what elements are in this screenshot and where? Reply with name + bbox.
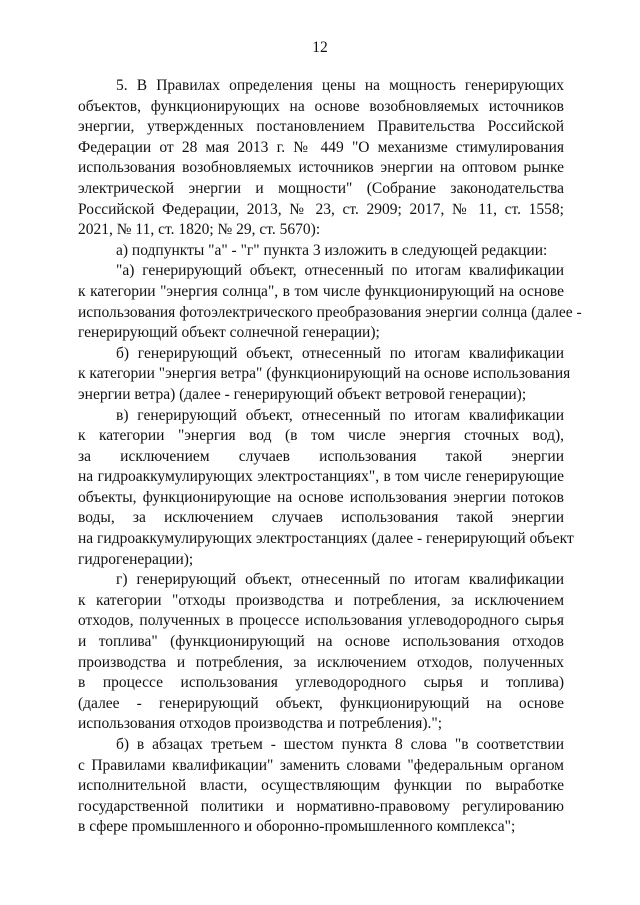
text-line: использования фотоэлектрического преобразования энергии солнца (далее - <box>78 303 582 321</box>
text-line: (далее - генерирующий объект, функционирующий на основе <box>78 694 564 712</box>
text-line: энергии, утвержденных постановлением Правительства Российской <box>78 118 564 136</box>
text-line: б) генерирующий объект, отнесенный по итогам квалификации <box>116 344 564 362</box>
text-line: 5. В Правилах определения цены на мощность генерирующих <box>116 77 564 94</box>
text-line: "а) генерирующий объект, отнесенный по итогам квалификации <box>116 262 564 280</box>
text-line: в) генерирующий объект, отнесенный по итогам квалификации <box>116 406 564 424</box>
text-line: генерирующий объект солнечной генерации); <box>78 324 380 342</box>
text-line: в сфере промышленного и оборонно-промышленного комплекса"; <box>78 818 516 836</box>
text-line: на гидроаккумулирующих электростанциях", в том числе генерирующие <box>78 468 564 486</box>
text-line: 2021, № 11, ст. 1820; № 29, ст. 5670): <box>78 221 321 239</box>
text-line: гидрогенерации); <box>78 550 194 568</box>
text-line: г) генерирующий объект, отнесенный по итогам квалификации <box>116 571 564 589</box>
text-line: энергии ветра) (далее - генерирующий объект ветровой генерации); <box>78 385 527 403</box>
page-number: 12 <box>312 39 328 56</box>
text-line: исполнительной власти, осуществляющим функции по выработке <box>78 777 564 795</box>
text-line: объекты, функционирующие на основе использования энергии потоков <box>78 488 564 506</box>
text-line: а) подпункты "а" - "г" пункта 3 изложить в следующей редакции: <box>116 241 548 259</box>
text-line: на гидроаккумулирующих электростанциях (далее - генерирующий объект <box>78 530 574 548</box>
text-line: с Правилами квалификации" заменить словами "федеральным органом <box>78 756 564 774</box>
text-line: к категории "энергия солнца", в том числе функционирующий на основе <box>78 282 564 300</box>
text-line: и топлива" (функционирующий на основе использования отходов <box>78 633 564 651</box>
text-line: электрической энергии и мощности" (Собрание законодательства <box>78 179 564 197</box>
text-line: использования отходов производства и потребления)."; <box>78 715 443 733</box>
text-line: государственной политики и нормативно-правовому регулированию <box>78 797 564 815</box>
text-line: к категории "отходы производства и потребления, за исключением <box>78 591 564 609</box>
text-line: к категории "энергия вод (в том числе энергия сточных вод), <box>78 427 564 445</box>
text-line: использования возобновляемых источников энергии на оптовом рынке <box>78 159 564 177</box>
text-line: в процессе использования углеводородного сырья и топлива) <box>78 674 564 692</box>
text-line: за исключением случаев использования такой энергии <box>78 447 564 465</box>
document-body <box>78 76 582 838</box>
text-line: воды, за исключением случаев использования такой энергии <box>78 509 564 527</box>
text-line: производства и потребления, за исключением отходов, полученных <box>78 653 564 671</box>
text-line: отходов, полученных в процессе использования углеводородного сырья <box>78 612 564 630</box>
text-line: б) в абзацах третьем - шестом пункта 8 слова "в соответствии <box>116 736 564 753</box>
text-line: Федерации от 28 мая 2013 г. № 449 "О механизме стимулирования <box>78 138 564 156</box>
text-line: объектов, функционирующих на основе возобновляемых источников <box>78 97 564 115</box>
text-line: Российской Федерации, 2013, № 23, ст. 2909; 2017, № 11, ст. 1558; <box>78 200 564 218</box>
text-line: к категории "энергия ветра" (функционирующий на основе использования <box>78 365 571 383</box>
